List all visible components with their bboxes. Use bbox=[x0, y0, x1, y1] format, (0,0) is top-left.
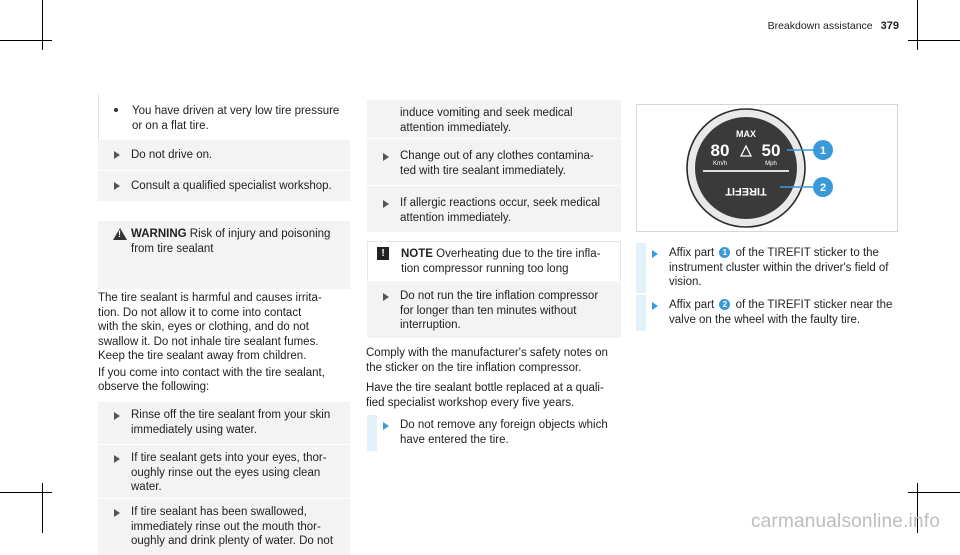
crop-mark bbox=[908, 40, 960, 41]
text-line: immediately rinse out the mouth thor- bbox=[131, 520, 321, 533]
text-line: ted with tire sealant immediately. bbox=[400, 164, 566, 177]
bullet-icon bbox=[114, 108, 118, 112]
text-line: the sticker on the tire inflation compressor. bbox=[366, 361, 582, 374]
text-line: have entered the tire. bbox=[400, 433, 509, 446]
page-number: 379 bbox=[880, 20, 899, 32]
step-text bbox=[131, 505, 344, 549]
arrow-icon bbox=[114, 509, 120, 517]
sticker-max-text: MAX bbox=[736, 129, 756, 139]
text-line: oughly and drink plenty of water. Do not bbox=[131, 535, 334, 547]
step-block bbox=[636, 295, 898, 331]
column-2 bbox=[367, 100, 621, 451]
step-text bbox=[131, 451, 344, 495]
section-title: Breakdown assistance bbox=[767, 20, 873, 32]
condition-text bbox=[132, 104, 344, 133]
text-line: If allergic reactions occur, seek medical bbox=[400, 197, 601, 209]
sticker-speed-kmh: 80 bbox=[710, 141, 730, 160]
text-run: of the TIREFIT sticker to the bbox=[735, 247, 879, 259]
arrow-icon bbox=[383, 153, 389, 161]
text-line: for longer than ten minutes without bbox=[400, 304, 577, 317]
paragraph bbox=[366, 381, 620, 411]
step-text bbox=[400, 418, 615, 447]
arrow-icon bbox=[652, 250, 658, 258]
step-block bbox=[367, 281, 621, 338]
text-line: Have the tire sealant bottle replaced at a quali- bbox=[366, 382, 604, 394]
step-block bbox=[367, 186, 621, 232]
column-1 bbox=[98, 94, 350, 555]
warning-icon bbox=[113, 228, 127, 240]
warning-title: Risk of injury and poisoning bbox=[189, 228, 331, 240]
step-block bbox=[98, 402, 350, 444]
arrow-icon bbox=[383, 293, 389, 301]
text-line: tion. Do not allow it to come into contact bbox=[98, 306, 302, 319]
step-text bbox=[669, 298, 898, 327]
part-2-marker: 2 bbox=[719, 299, 730, 310]
step-block bbox=[367, 415, 621, 451]
arrow-icon bbox=[114, 151, 120, 159]
text-line: Comply with the manufacturer's safety notes on bbox=[366, 347, 608, 359]
text-line: If tire sealant has been swallowed, bbox=[131, 506, 307, 518]
sticker-unit-kmh: Km/h bbox=[712, 161, 728, 167]
watermark: carmanualsonline.info bbox=[750, 510, 940, 532]
sticker-speed-mph: 50 bbox=[761, 141, 781, 160]
step-bar bbox=[367, 415, 377, 451]
warning-heading bbox=[131, 227, 344, 256]
text-line: attention immediately. bbox=[400, 211, 512, 224]
crop-mark bbox=[908, 492, 960, 493]
text-line: Change out of any clothes contamina- bbox=[400, 150, 594, 162]
arrow-icon bbox=[383, 422, 389, 430]
sticker-brand-text: TIREFIT bbox=[725, 185, 767, 197]
step-block bbox=[98, 171, 350, 201]
text-run: of the TIREFIT sticker near the bbox=[735, 299, 893, 311]
step-text: Consult a qualified specialist workshop. bbox=[131, 180, 332, 192]
step-bar bbox=[636, 243, 646, 293]
warning-box bbox=[98, 221, 350, 289]
warning-label: WARNING bbox=[131, 228, 187, 240]
arrow-icon bbox=[114, 412, 120, 420]
step-text bbox=[131, 408, 344, 437]
text-line: If you come into contact with the tire sealant, bbox=[98, 366, 325, 379]
paragraph bbox=[366, 346, 620, 376]
text-line: Keep the tire sealant away from children. bbox=[98, 350, 307, 362]
crop-mark bbox=[42, 483, 43, 533]
step-text bbox=[400, 196, 615, 225]
text-line: or on a flat tire. bbox=[132, 119, 209, 132]
crop-mark bbox=[42, 0, 43, 50]
step-block bbox=[98, 140, 350, 170]
text-line: water. bbox=[131, 481, 162, 493]
text-line: valve on the wheel with the faulty tire. bbox=[669, 313, 861, 326]
text-line: If tire sealant gets into your eyes, thor- bbox=[131, 452, 327, 464]
step-block bbox=[636, 243, 898, 293]
step-block bbox=[98, 499, 350, 555]
arrow-icon bbox=[114, 182, 120, 190]
text-line: swallow it. Do not inhale tire sealant fumes. bbox=[98, 335, 319, 348]
text-line: interruption. bbox=[400, 319, 461, 331]
warning-text bbox=[98, 289, 350, 402]
text-line: vision. bbox=[669, 276, 702, 288]
sticker-unit-mph: Mph bbox=[765, 161, 777, 167]
warning-title: from tire sealant bbox=[131, 242, 214, 255]
crop-mark bbox=[0, 492, 52, 493]
step-text bbox=[400, 149, 615, 178]
arrow-icon bbox=[652, 302, 658, 310]
text-line: The tire sealant is harmful and causes irrita- bbox=[98, 292, 322, 304]
sticker-illustration bbox=[637, 105, 897, 231]
note-title: tion compressor running too long bbox=[401, 262, 569, 275]
condition-block bbox=[98, 94, 350, 140]
callout-2-label: 2 bbox=[819, 182, 827, 194]
step-text bbox=[400, 289, 615, 333]
tirefit-sticker-figure bbox=[636, 104, 898, 232]
note-box bbox=[367, 241, 621, 281]
text-line: attention immediately. bbox=[400, 121, 512, 134]
step-text bbox=[669, 246, 898, 290]
note-title: Overheating due to the tire infla- bbox=[436, 248, 601, 260]
part-1-marker: 1 bbox=[719, 247, 730, 258]
text-line: with the skin, eyes or clothing, and do not bbox=[98, 321, 309, 333]
text-line: observe the following: bbox=[98, 381, 210, 393]
crop-mark bbox=[0, 40, 52, 41]
note-heading bbox=[401, 247, 614, 276]
text-run: Affix part bbox=[669, 247, 715, 259]
arrow-icon bbox=[114, 455, 120, 463]
text-line: Do not remove any foreign objects which bbox=[400, 419, 608, 431]
text-line: Rinse off the tire sealant from your skin bbox=[131, 409, 331, 421]
page-header bbox=[768, 19, 899, 34]
note-icon: ! bbox=[377, 247, 389, 260]
text-run: Affix part bbox=[669, 299, 715, 311]
column-3 bbox=[636, 243, 898, 331]
step-text bbox=[400, 106, 615, 135]
step-block bbox=[367, 139, 621, 185]
text-line: fied specialist workshop every five years. bbox=[366, 396, 575, 409]
step-text: Do not drive on. bbox=[131, 149, 213, 161]
text-line: You have driven at very low tire pressure bbox=[132, 105, 340, 117]
note-label: NOTE bbox=[401, 248, 433, 260]
step-bar bbox=[636, 295, 646, 331]
callout-1-label: 1 bbox=[819, 145, 827, 157]
arrow-icon bbox=[383, 200, 389, 208]
text-line: induce vomiting and seek medical bbox=[400, 107, 573, 119]
text-line: instrument cluster within the driver's field of bbox=[669, 261, 889, 274]
crop-mark bbox=[917, 0, 918, 50]
step-block bbox=[98, 445, 350, 498]
text-line: Do not run the tire inflation compressor bbox=[400, 290, 599, 302]
step-continuation bbox=[367, 100, 621, 138]
text-line: immediately using water. bbox=[131, 423, 257, 436]
text-line: oughly rinse out the eyes using clean bbox=[131, 466, 321, 479]
